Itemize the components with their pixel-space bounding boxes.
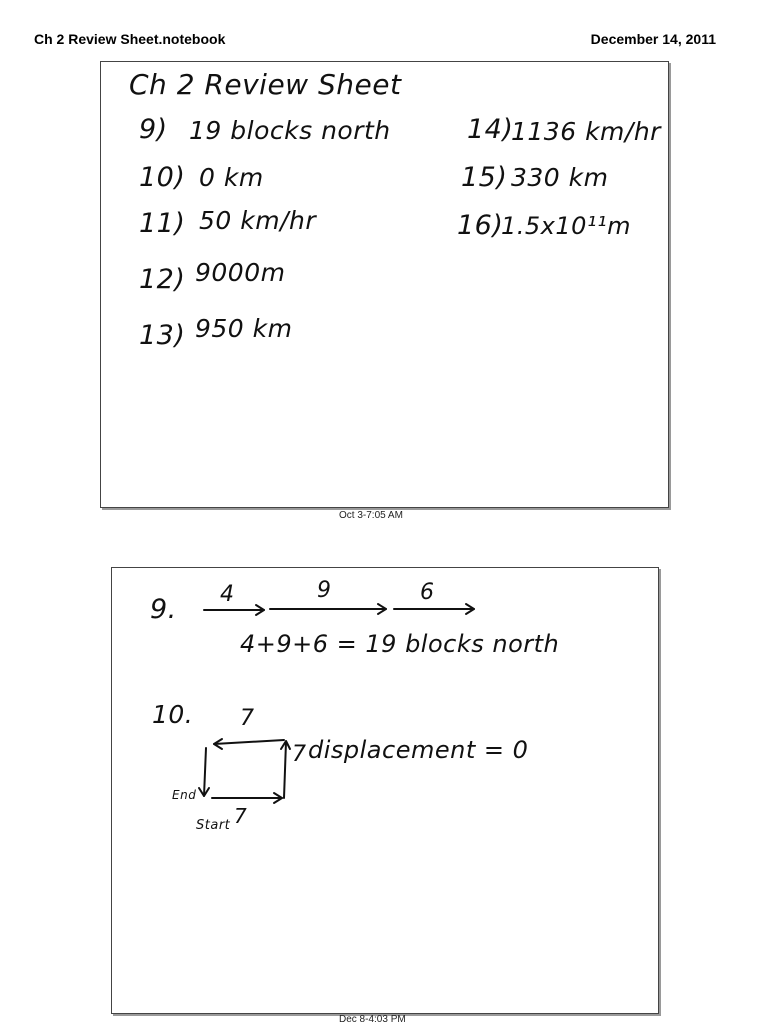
segment-label: 9 xyxy=(317,578,332,603)
problem-number: 10. xyxy=(152,700,194,729)
problem-number: 9. xyxy=(150,594,177,625)
answer-label: 11) xyxy=(139,208,186,239)
sum-equation: 4+9+6 = 19 blocks north xyxy=(240,630,560,658)
answer-value: 0 km xyxy=(199,163,264,192)
start-label: Start xyxy=(196,818,231,833)
notebook-date: December 14, 2011 xyxy=(590,31,716,47)
segment-label: 4 xyxy=(220,582,235,607)
answer-label: 15) xyxy=(461,162,508,193)
page-timestamp: Oct 3-7:05 AM xyxy=(339,510,403,521)
answer-value: 50 km/hr xyxy=(199,206,317,235)
answer-value: 950 km xyxy=(195,314,293,343)
displacement-loop xyxy=(112,568,658,868)
answer-value: 330 km xyxy=(511,163,609,192)
side-length-bottom: 7 xyxy=(234,804,248,828)
answer-label: 10) xyxy=(139,162,186,193)
page-heading: Ch 2 Review Sheet xyxy=(129,68,402,101)
answer-label: 14) xyxy=(467,114,514,145)
end-label: End xyxy=(172,788,197,802)
page-timestamp: Dec 8-4:03 PM xyxy=(339,1014,406,1025)
side-length-top: 7 xyxy=(240,706,255,731)
answer-label: 13) xyxy=(139,320,186,351)
answer-value: 9000m xyxy=(195,258,286,287)
side-length-right: 7 xyxy=(292,742,307,767)
segment-label: 6 xyxy=(420,580,435,605)
displacement-result: displacement = 0 xyxy=(308,736,529,764)
answer-value: 19 blocks north xyxy=(189,116,391,145)
answer-value: 1.5x10¹¹m xyxy=(501,212,632,240)
answer-label: 9) xyxy=(139,114,168,145)
answer-label: 16) xyxy=(457,210,504,241)
answer-label: 12) xyxy=(139,264,186,295)
notebook-page-1 xyxy=(100,61,669,508)
notebook-page-2 xyxy=(111,567,659,1014)
notebook-title: Ch 2 Review Sheet.notebook xyxy=(34,31,226,47)
answer-value: 1136 km/hr xyxy=(511,117,661,146)
